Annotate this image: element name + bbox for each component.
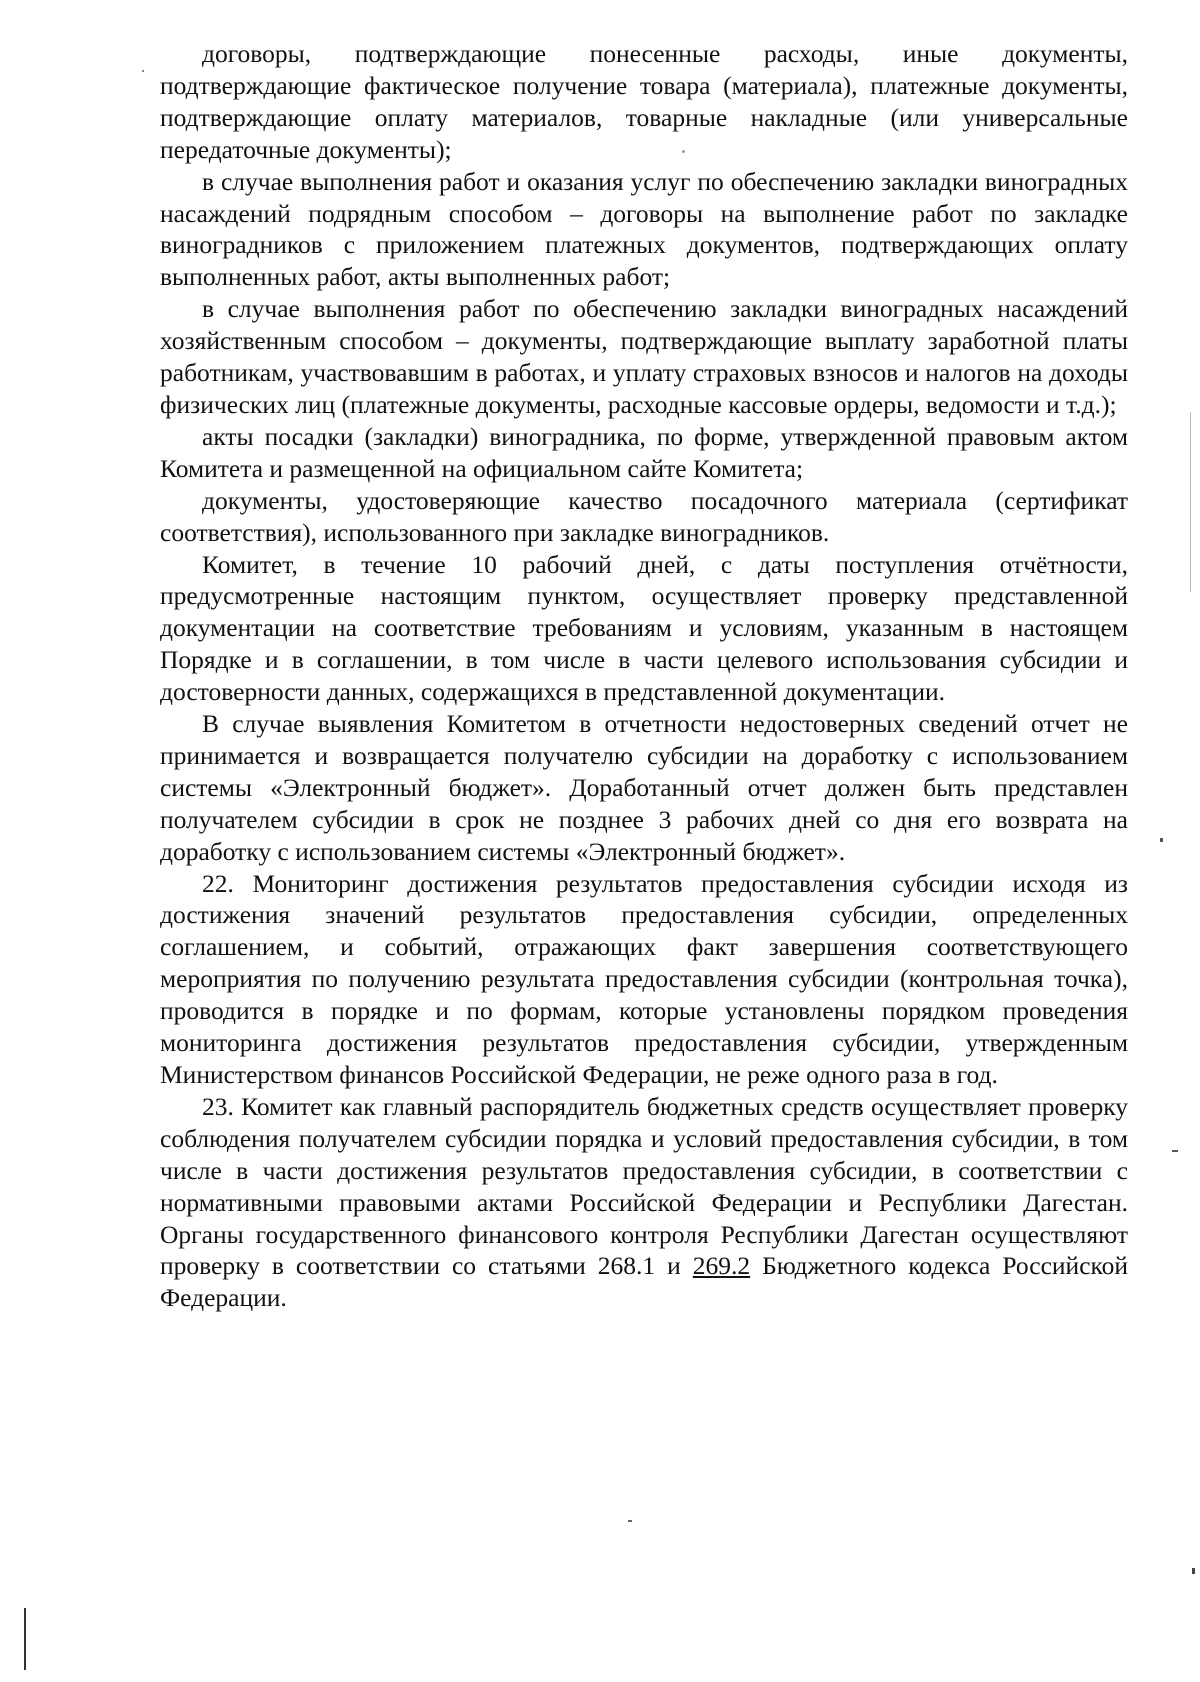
budget-code-article-link[interactable]: 269.2	[692, 1251, 751, 1281]
paragraph-23-text-start: 23. Комитет как главный распорядитель бюджетных средств осуществляет проверку соблюдения получателем субсидии порядка и условий предоставления субсидии, в том числе в части достижения результатов предоставления субсидии, в соответствии с нормативными правовыми актами Российской Федерации и Республики Дагестан. Органы государственного финансового контроля Республики Дагестан осуществляют проверку в соответствии со статьями 268.1 и	[160, 1091, 1128, 1281]
paragraph-22-monitoring: 22. Мониторинг достижения результатов предоставления субсидии исходя из достижения значений результатов предоставления субсидии, определенных соглашением, и событий, отражающих факт завершения соответствующего мероприятия по получению результата предоставления субсидии (контрольная точка), проводится в порядке и по формам, которые установлены порядком проведения мониторинга достижения результатов предоставления субсидии, утвержденным Министерством финансов Российской Федерации, не реже одного раза в год.	[160, 868, 1128, 1089]
scan-artifact-dot	[1192, 1568, 1195, 1574]
scan-artifact-left-bar	[24, 1608, 26, 1670]
paragraph-23-verification	[160, 1091, 1128, 1314]
paragraph-unreliable-data: В случае выявления Комитетом в отчетности недостоверных сведений отчет не принимается и возвращается получателю субсидии на доработку с использованием системы «Электронный бюджет». Доработанный отчет должен быть представлен получателем субсидии в срок не позднее 3 рабочих дней со дня его возврата на доработку с использованием системы «Электронный бюджет».	[160, 709, 1128, 866]
paragraph-23-text-end: Бюджетного кодекса Российской Федерации.	[160, 1251, 1128, 1313]
scan-artifact-dot	[1172, 1150, 1178, 1152]
scan-artifact-dot	[1160, 838, 1163, 842]
paragraph-contracts-documents: договоры, подтверждающие понесенные расходы, иные документы, подтверждающие фактическое получение товара (материала), платежные документы, подтверждающие оплату материалов, товарные накладные (или универсальные передаточные документы);	[160, 39, 1128, 164]
document-body	[160, 38, 1128, 1314]
scan-artifact-right-bar	[1190, 412, 1191, 592]
scan-artifact-dot	[628, 1520, 632, 1522]
scan-artifact-dot	[682, 150, 685, 153]
paragraph-committee-check: Комитет, в течение 10 рабочий дней, с даты поступления отчётности, предусмотренные настоящим пунктом, осуществляет проверку представленной документации на соответствие требованиям и условиям, указанным в настоящем Порядке и в соглашении, в том числе в части целевого использования субсидии и достоверности данных, содержащихся в представленной документации.	[160, 549, 1128, 707]
paragraph-quality-documents: документы, удостоверяющие качество посадочного материала (сертификат соответствия), использованного при закладке виноградников.	[160, 485, 1128, 547]
scan-artifact-dot	[142, 70, 144, 72]
paragraph-economic-method: в случае выполнения работ по обеспечению закладки виноградных насаждений хозяйственным способом – документы, подтверждающие выплату заработной платы работникам, участвовавшим в работах, и уплату страховых взносов и налогов на доходы физических лиц (платежные документы, расходные кассовые ордеры, ведомости и т.д.);	[160, 294, 1128, 419]
paragraph-contract-method: в случае выполнения работ и оказания услуг по обеспечению закладки виноградных насаждений подрядным способом – договоры на выполнение работ по закладке виноградников с приложением платежных документов, подтверждающих оплату выполненных работ, акты выполненных работ;	[160, 166, 1128, 292]
paragraph-planting-acts: акты посадки (закладки) виноградника, по форме, утвержденной правовым актом Комитета и размещенной на официальном сайте Комитета;	[160, 421, 1128, 483]
